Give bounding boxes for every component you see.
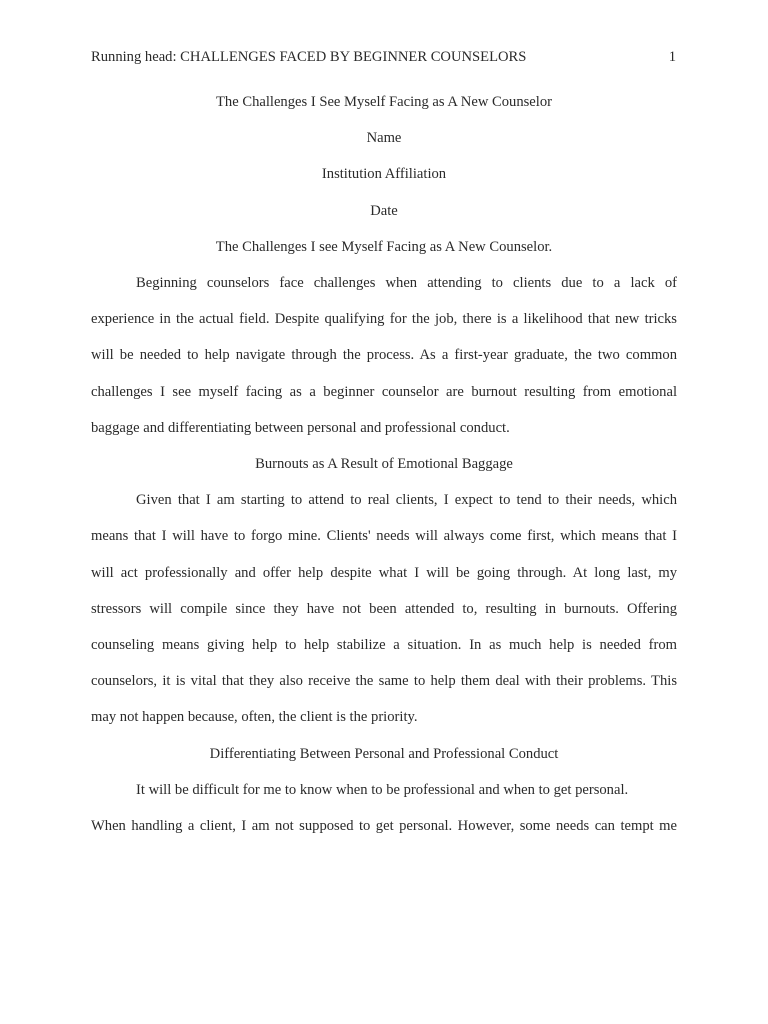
paragraph-line: It will be difficult for me to know when to be professional and when to get personal.	[136, 781, 629, 798]
paragraph-line: will act professionally and offer help despite what I will be going through. At long last, my	[91, 564, 677, 581]
paragraph-line: counselors, it is vital that they also receive the same to help them deal with their problems. This	[91, 673, 677, 690]
paper-title: The Challenges I See Myself Facing as A New Counselor	[216, 94, 552, 110]
paragraph-line: Beginning counselors face challenges when attending to clients due to a lack of	[136, 275, 677, 292]
paragraph-line: counseling means giving help to help stabilize a situation. In as much help is needed from	[91, 637, 677, 654]
page-number: 1	[668, 49, 676, 65]
paragraph-line: baggage and differentiating between personal and professional conduct.	[91, 419, 510, 436]
paragraph-line: means that I will have to forgo mine. Clients' needs will always come first, which means that I	[91, 528, 677, 545]
essay-heading: The Challenges I see Myself Facing as A New Counselor.	[215, 238, 553, 255]
paragraph-line: stressors will compile since they have not been attended to, resulting in burnouts. Offering	[91, 600, 677, 617]
paragraph-line: challenges I see myself facing as a beginner counselor are burnout resulting from emotional	[91, 383, 677, 400]
author-name: Name	[366, 130, 402, 147]
document-body	[91, 84, 677, 844]
conduct-paragraph	[91, 772, 677, 844]
burnouts-paragraph	[91, 482, 677, 735]
page-header	[91, 47, 676, 67]
running-head: Running head: CHALLENGES FACED BY BEGINNER COUNSELORS	[91, 49, 527, 65]
institution-affiliation: Institution Affiliation	[321, 166, 447, 183]
paragraph-line: experience in the actual field. Despite qualifying for the job, there is a likelihood that new tricks	[91, 311, 677, 328]
paragraph-line: may not happen because, often, the client is the priority.	[91, 709, 418, 726]
paper-date: Date	[370, 202, 398, 219]
section-heading-conduct: Differentiating Between Personal and Professional Conduct	[209, 745, 559, 762]
paragraph-line: Given that I am starting to attend to real clients, I expect to tend to their needs, which	[136, 492, 677, 509]
paragraph-line: will be needed to help navigate through the process. As a first-year graduate, the two common	[91, 347, 677, 364]
section-heading-burnouts: Burnouts as A Result of Emotional Baggage	[255, 456, 513, 473]
intro-paragraph	[91, 265, 677, 446]
paragraph-line: When handling a client, I am not supposed to get personal. However, some needs can tempt me	[91, 818, 677, 835]
